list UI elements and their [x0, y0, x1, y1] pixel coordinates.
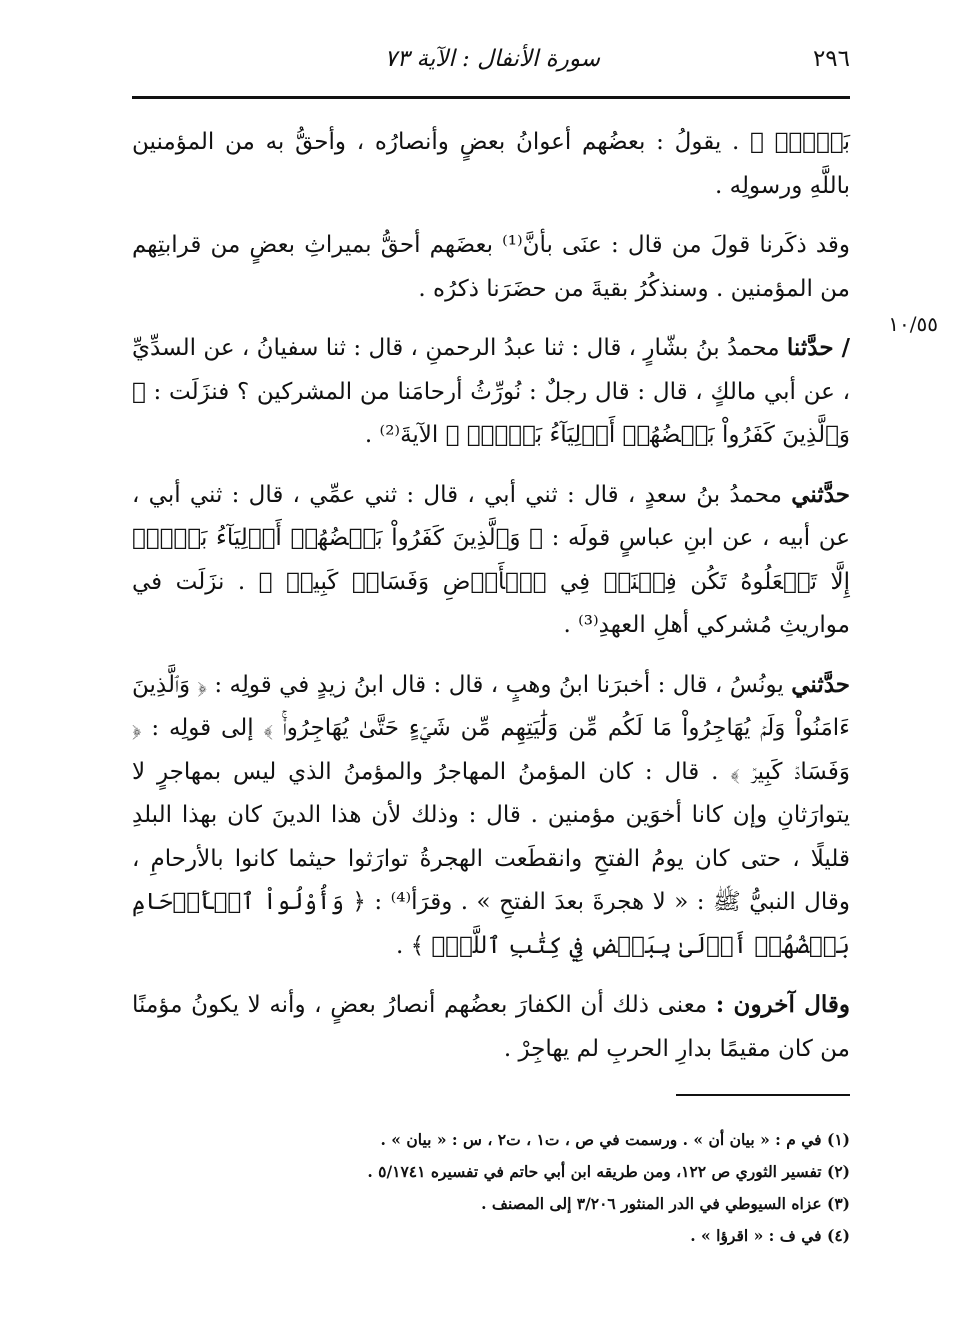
paragraph	[132, 663, 850, 969]
paragraph	[132, 473, 850, 648]
page-number: ٢٩٦	[812, 46, 850, 72]
paragraph-lead: حدَّثني	[791, 670, 851, 698]
footnote: (١) في م : « بيان أن » . ورسمت في ص ، ت١ ، ت٢ ، س : « بيان » .	[380, 1130, 850, 1149]
paragraph-lead: حدَّثني	[791, 480, 851, 508]
footnotes	[132, 1124, 850, 1252]
footnote-rule	[676, 1094, 850, 1096]
paragraph-text: محمدُ بنُ سعدٍ ، قال : ثني أبي ، قال : ثني عمِّي ، قال : ثني أبي ، عن أبيه ، عن ابنِ عباسٍ قولَه : ﴿ وَٱلَّذِينَ كَفَرُواْ بَعۡضُهُمۡ أَوۡلِيَآءُ بَعۡضٍۚ إِلَّا تَفۡعَلُوهُ تَكُن فِتۡنَةٞ فِي ٱلۡأَرۡضِ وَفَسَادٞ كَبِيرٞ ﴾ . نزَلَت في مواريثِ مُشركي أهلِ العهدِ⁽³⁾ .	[132, 481, 850, 638]
margin-reference: ١٠/٥٥	[888, 312, 938, 336]
paragraph-text: وقد ذكَرنا قولَ من قال : عنَى بأنَّ⁽¹⁾ بعضَهم أحقُّ بميراثِ بعضٍ من قرابتِهم من المؤمنين . وسنذكُرُ بقيةَ من حضَرَنا ذكرُه .	[132, 232, 850, 302]
paragraph	[132, 120, 850, 208]
paragraph-text: محمدُ بنُ بشّارٍ ، قال : ثنا عبدُ الرحمنِ ، قال : ثنا سفيانُ ، عن السدِّيِّ ، عن أبي مالكٍ ، قال : قال رجلٌ : نُورِّثُ أرحامَنا من المشركين ؟ فنزَلَت : ﴿ وَٱلَّذِينَ كَفَرُواْ بَعۡضُهُمۡ أَوۡلِيَآءُ بَعۡضٍۚ ﴾ الآيةَ⁽²⁾ .	[132, 335, 850, 448]
paragraph-text: بَعۡضٍۚ ﴾ . يقولُ : بعضُهم أعوانُ بعضٍ وأنصارُه ، وأحقُّ به من المؤمنين باللَّهِ ورسولِه .	[132, 129, 850, 199]
paragraph-lead: وقال آخرون :	[715, 991, 850, 1018]
header-rule	[132, 96, 850, 99]
footnote: (٢) تفسير الثوري ص ١٢٢، ومن طريقه ابن أبي حاتم في تفسيره ٥/١٧٤١ .	[367, 1162, 850, 1181]
running-title: سورة الأنفال : الآية ٧٣	[384, 46, 600, 72]
paragraph	[132, 983, 850, 1071]
footnote: (٣) عزاه السيوطي في الدر المنثور ٣/٢٠٦ إلى المصنف .	[481, 1194, 850, 1213]
paragraph-lead: / حدَّثنا	[786, 334, 850, 361]
paragraph-text: يونُسُ ، قال : أخبرَنا ابنُ وهبٍ ، قال : قال ابنُ زيدٍ في قولِه : ﴿ وَٱلَّذِينَ ءَامَنُواْ وَلَمۡ يُهَاجِرُواْ مَا لَكُم مِّن وَلَٰيَتِهِم مِّن شَيۡءٍ حَتَّىٰ يُهَاجِرُواْۚ ﴾ إلى قولِه : ﴿ وَفَسَادٞ كَبِيرٞ ﴾ . قال : كان المؤمنُ المهاجرُ والمؤمنُ الذي ليس بمهاجرٍ لا يتوارَثانِ وإن كانا أخوَين مؤمنين . قال : وذلك لأن هذا الدينَ كان بهذا البلدِ قليلًا ، حتى كان يومُ الفتحِ وانقطَعت الهجرةُ توارَثوا حيثما كانوا بالأرحامِ ، وقال النبيُّ ﷺ : « لا هجرةَ بعدَ الفتحِ » . وقرَأ⁽⁴⁾ : ﴿ وَأُوْلُواْ ٱلۡأَرۡحَامِ بَعۡضُهُمۡ أَوۡلَىٰ بِبَعۡضٖ فِي كِتَٰبِ ٱللَّهِۚ ﴾ .	[132, 671, 851, 959]
main-text	[132, 120, 850, 1086]
footnote: (٤) في ف : « اقرؤا » .	[690, 1226, 850, 1245]
paragraph	[132, 223, 850, 311]
paragraph-text: معنى ذلك أن الكفارَ بعضُهم أنصارُ بعضٍ ، وأنه لا يكونُ مؤمنًا من كان مقيمًا بدارِ الحربِ لم يهاجِرْ .	[132, 992, 850, 1062]
paragraph	[132, 326, 850, 458]
page-header	[132, 38, 850, 94]
